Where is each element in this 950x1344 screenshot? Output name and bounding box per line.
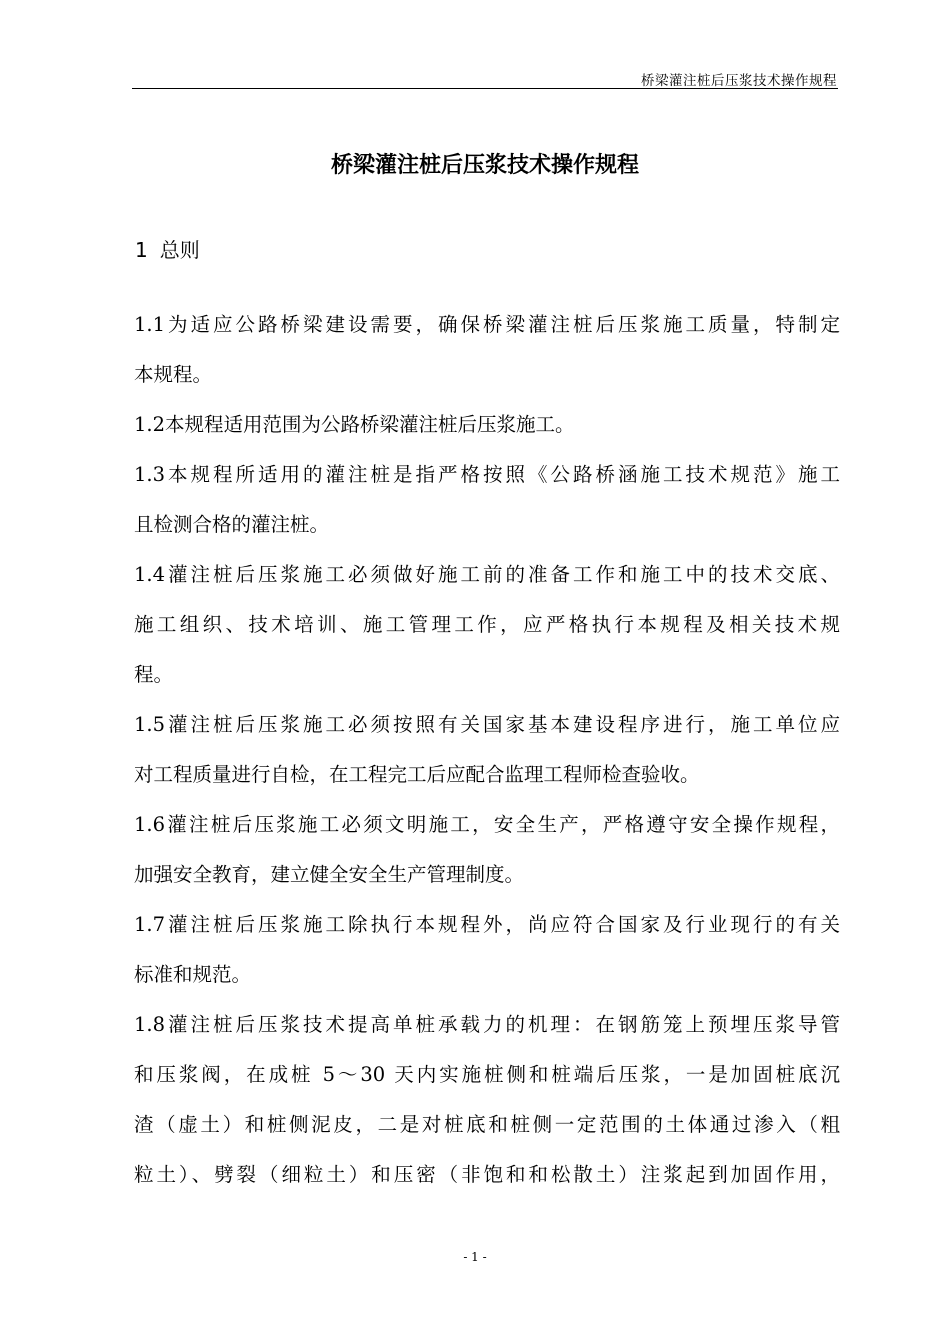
paragraph-line: 渣（虚土）和桩侧泥皮，二是对桩底和桩侧一定范围的土体通过渗入（粗	[134, 1113, 840, 1136]
document-title: 桥梁灌注桩后压浆技术操作规程	[330, 153, 639, 178]
paragraph-line: 对工程质量进行自检，在工程完工后应配合监理工程师检查验收。	[134, 763, 700, 786]
paragraph-line: 1.6灌注桩后压浆施工必须文明施工，安全生产，严格遵守安全操作规程，	[134, 813, 840, 836]
running-header: 桥梁灌注桩后压浆技术操作规程	[641, 73, 837, 89]
paragraph-line: 本规程。	[134, 363, 213, 386]
paragraph-line: 粒土）、劈裂（细粒土）和压密（非饱和和松散土）注浆起到加固作用，	[134, 1163, 840, 1186]
section-heading	[135, 234, 200, 263]
paragraph-line: 标准和规范。	[134, 963, 252, 986]
page-number: - 1 -	[463, 1250, 487, 1264]
paragraph	[134, 300, 840, 400]
paragraph-line: 和压浆阀，在成桩 5～30 天内实施桩侧和桩端后压浆，一是加固桩底沉	[134, 1063, 840, 1086]
section-number: 1	[135, 238, 148, 262]
document-body	[134, 300, 840, 1200]
paragraph	[134, 400, 840, 450]
paragraph-line: 1.1为适应公路桥梁建设需要，确保桥梁灌注桩后压浆施工质量，特制定	[134, 313, 840, 336]
paragraph-line: 加强安全教育，建立健全安全生产管理制度。	[134, 863, 525, 886]
paragraph	[134, 450, 840, 550]
paragraph	[134, 800, 840, 900]
paragraph-line: 施工组织、技术培训、施工管理工作，应严格执行本规程及相关技术规	[134, 613, 840, 636]
paragraph-line: 1.8灌注桩后压浆技术提高单桩承载力的机理：在钢筋笼上预埋压浆导管	[134, 1013, 840, 1036]
paragraph	[134, 550, 840, 700]
paragraph-line: 1.2本规程适用范围为公路桥梁灌注桩后压浆施工。	[134, 413, 575, 436]
paragraph-line: 1.4灌注桩后压浆施工必须做好施工前的准备工作和施工中的技术交底、	[134, 563, 840, 586]
section-title: 总则	[159, 238, 200, 262]
paragraph	[134, 900, 840, 1000]
paragraph-line: 1.7灌注桩后压浆施工除执行本规程外，尚应符合国家及行业现行的有关	[134, 913, 840, 936]
header-divider	[132, 88, 838, 89]
paragraph-line: 1.3本规程所适用的灌注桩是指严格按照《公路桥涵施工技术规范》施工	[134, 463, 840, 486]
paragraph-line: 1.5灌注桩后压浆施工必须按照有关国家基本建设程序进行，施工单位应	[134, 713, 840, 736]
paragraph-line: 且检测合格的灌注桩。	[134, 513, 330, 536]
paragraph-line: 程。	[134, 663, 174, 686]
paragraph	[134, 700, 840, 800]
paragraph	[134, 1000, 840, 1200]
